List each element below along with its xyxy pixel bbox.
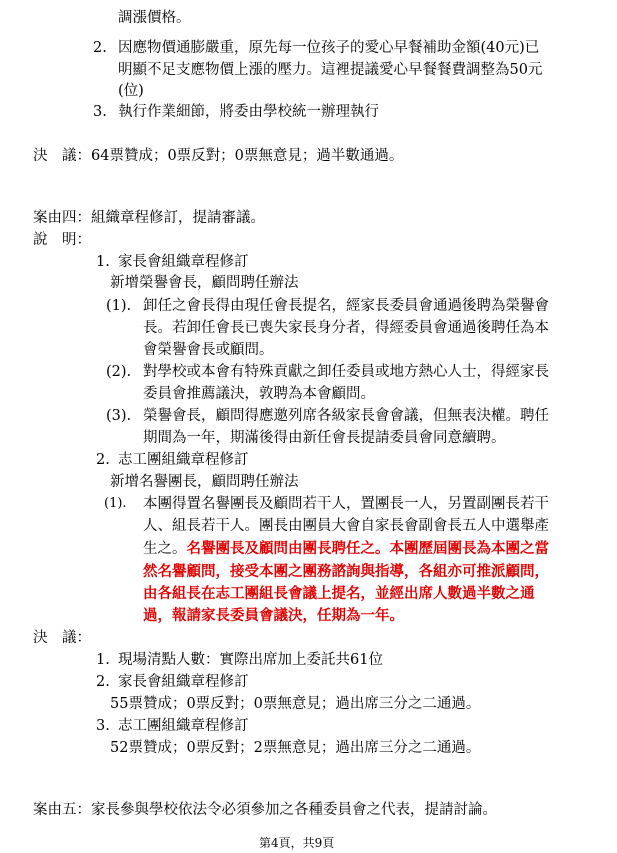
section-label: 說 明： bbox=[33, 232, 91, 248]
list-number: 3. bbox=[93, 104, 107, 120]
text-segment: 生之。 bbox=[143, 541, 187, 557]
text-line: 人、組長若干人。團長由團員大會自家長會副會長五人中選舉產 bbox=[143, 518, 549, 534]
page-footer: 第4頁，共9頁 bbox=[259, 836, 335, 850]
list-number: 1. bbox=[96, 254, 110, 270]
text-line: 明顯不足支應物價上漲的壓力。這裡提議愛心早餐餐費調整為50元 bbox=[118, 62, 543, 78]
text-line: 52票贊成；0票反對；2票無意見；過出席三分之二通過。 bbox=[110, 740, 481, 756]
text-line: 因應物價通膨嚴重，原先每一位孩子的愛心早餐補助金額(40元)已 bbox=[118, 40, 540, 56]
list-number: (3). bbox=[106, 408, 132, 424]
case-heading: 案由四：組織章程修訂，提請審議。 bbox=[33, 210, 265, 226]
text-line: 本團得置名譽團長及顧問若干人，置團長一人，另置副團長若干 bbox=[143, 496, 549, 512]
list-number: (1). bbox=[104, 496, 127, 511]
text-line: 執行作業細節，將委由學校統一辦理執行 bbox=[118, 104, 379, 120]
text-line: 對學校或本會有特殊貢獻之卸任委員或地方熱心人士，得經家長 bbox=[143, 364, 549, 380]
highlighted-text: 過，報請家長委員會議決，任期為一年。 bbox=[143, 607, 404, 624]
text-line: 家長會組織章程修訂 bbox=[118, 254, 249, 270]
list-number: 2. bbox=[96, 452, 110, 468]
list-number: 1. bbox=[96, 652, 110, 668]
highlighted-text: 名譽團長及顧問由團長聘任之。本團歷屆團長為本團之當 bbox=[186, 540, 549, 557]
text-line: 期間為一年，期滿後得由新任會長提請委員會同意續聘。 bbox=[143, 430, 506, 446]
list-number: 2. bbox=[96, 674, 110, 690]
text-line: 家長會組織章程修訂 bbox=[118, 674, 249, 690]
text-line: 新增榮譽會長，顧問聘任辦法 bbox=[110, 275, 299, 291]
text-line: 新增名譽團長，顧問聘任辦法 bbox=[110, 474, 299, 490]
list-number: 2. bbox=[93, 40, 107, 56]
text-line: 志工團組織章程修訂 bbox=[118, 718, 249, 734]
list-number: (2). bbox=[106, 364, 132, 380]
resolution-line: 決 議：64票贊成；0票反對；0票無意見；過半數通過。 bbox=[33, 148, 404, 164]
text-line: 委員會推薦議決，敦聘為本會顧問。 bbox=[143, 386, 375, 402]
text-line: (位) bbox=[118, 83, 144, 99]
text-line: 調漲價格。 bbox=[118, 10, 191, 26]
case-heading: 案由五：家長參與學校依法令必須參加之各種委員會之代表，提請討論。 bbox=[33, 802, 497, 818]
highlighted-text: 由各組長在志工團組長會議上提名，並經出席人數過半數之通 bbox=[143, 585, 535, 602]
text-line: 現場清點人數：實際出席加上委託共61位 bbox=[118, 652, 383, 668]
highlighted-text: 然名譽顧問，接受本團之團務諮詢與指導，各組亦可推派顧問， bbox=[143, 563, 549, 580]
text-line: 榮譽會長，顧問得應邀列席各級家長會會議，但無表決權。聘任 bbox=[143, 408, 549, 424]
text-line: 55票贊成；0票反對；0票無意見；過出席三分之二通過。 bbox=[110, 696, 481, 712]
list-number: (1). bbox=[106, 298, 132, 314]
text-line: 長。若卸任會長已喪失家長身分者，得經委員會通過後聘任為本 bbox=[143, 320, 549, 336]
text-line: 會榮譽會長或顧問。 bbox=[143, 342, 274, 358]
text-line: 卸任之會長得由現任會長提名，經家長委員會通過後聘為榮譽會 bbox=[143, 298, 549, 314]
text-line bbox=[143, 539, 549, 559]
text-line: 志工團組織章程修訂 bbox=[118, 452, 249, 468]
list-number: 3. bbox=[96, 718, 110, 734]
section-label: 決 議： bbox=[33, 630, 91, 646]
